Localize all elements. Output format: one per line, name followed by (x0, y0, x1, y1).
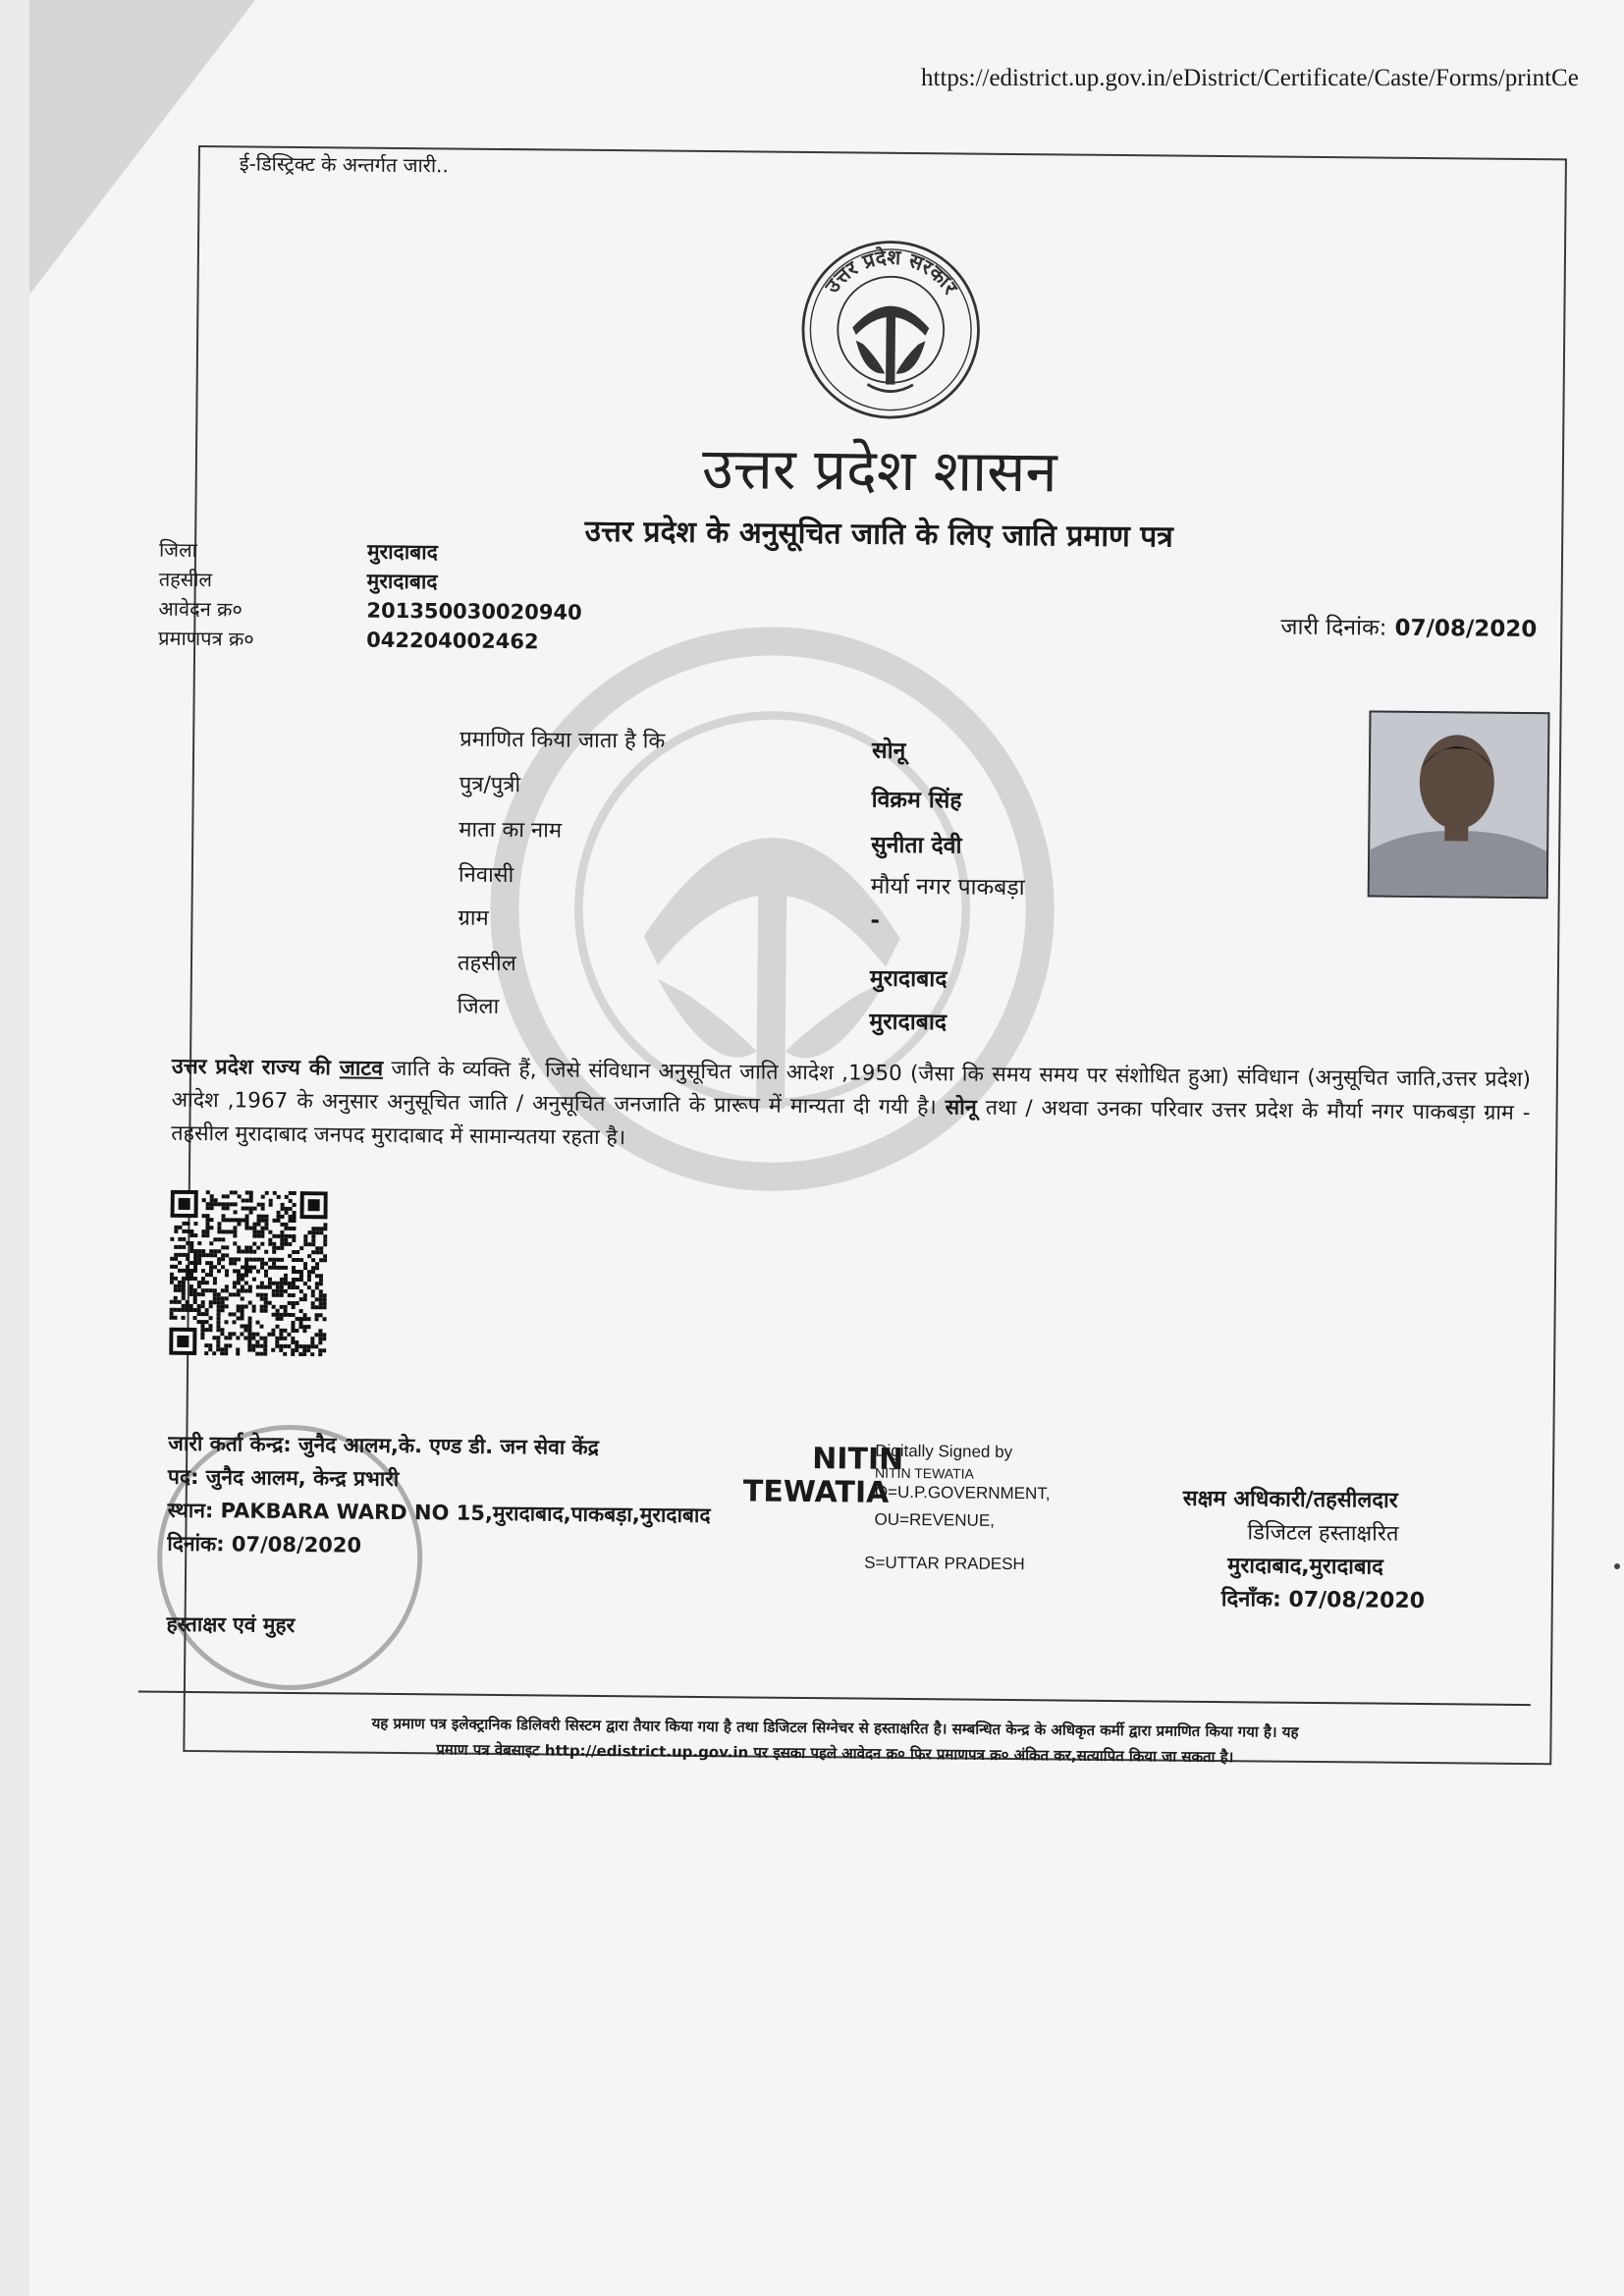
body-part-2: जाति के व्यक्ति हैं, जिसे संविधान अनुसूचित जाति आदेश ,1950 (जैसा कि समय समय पर संशोधित हुआ) संविधान (अनुसूचित जाति,उत्तर प्रदेश) आदेश ,1967 के अनुसार अनुसूचित जाति / अनुसूचित जनजाति के प्रारूप में मान्यता दी गयी है। (171, 1056, 1532, 1121)
village-label: ग्राम (458, 905, 489, 931)
person-photo-icon (1370, 712, 1548, 897)
sig-line-2: NITIN TEWATIA (874, 1464, 974, 1482)
sig-line-1: Digitally Signed by (875, 1441, 1013, 1462)
signer-name-first: NITIN (812, 1442, 904, 1477)
issuer-date: दिनांक: 07/08/2020 (167, 1531, 362, 1558)
issue-date (1280, 610, 1537, 644)
certificate-frame (158, 145, 1567, 1767)
application-no-value: 201350030020940 (366, 598, 582, 625)
person-tehsil-value: मुरादाबाद (869, 965, 947, 993)
government-title: उत्तर प्रदेश शासन (701, 434, 1057, 506)
resident-label: निवासी (458, 862, 514, 889)
parent-label: पुत्र/पुत्री (459, 772, 521, 798)
qr-code-icon (169, 1190, 328, 1357)
svg-text:उत्तर प्रदेश सरकार: उत्तर प्रदेश सरकार (820, 245, 963, 299)
issue-date-value: 07/08/2020 (1394, 615, 1538, 643)
district-label: जिला (158, 537, 197, 563)
footer-note (137, 1708, 1532, 1773)
resident-value: मौर्या नगर पाकबड़ा (870, 873, 1025, 902)
person-district-value: मुरादाबाद (869, 1009, 947, 1036)
footer-line-1: यह प्रमाण पत्र इलेक्ट्रानिक डिलिवरी सिस्टम द्वारा तैयार किया गया है तथा डिजिटल सिग्नेचर से हस्ताक्षरित है। सम्बन्धित केन्द्र के अधिकृत कर्मी द्वारा प्रमाणित किया गया है। यह (371, 1714, 1299, 1741)
issuer-post: पद: जुनैद आलम, केन्द्र प्रभारी (167, 1464, 400, 1492)
scanned-page (29, 0, 1624, 2296)
certificate-title: उत्तर प्रदेश के अनुसूचित जाति के लिए जाति प्रमाण पत्र (584, 514, 1174, 555)
body-person-name: सोनू (945, 1095, 977, 1121)
issue-date-label: जारी दिनांक: (1280, 614, 1387, 641)
parent-name: विक्रम सिंह (871, 787, 962, 814)
issuer-seal-label: हस्ताक्षर एवं मुहर (166, 1612, 296, 1638)
mother-name: सुनीता देवी (871, 832, 962, 859)
authority-title: सक्षम अधिकारी/तहसीलदार (1182, 1486, 1398, 1513)
person-tehsil-label: तहसील (457, 951, 516, 977)
print-url: https://edistrict.up.gov.in/eDistrict/Certificate/Caste/Forms/printCe (921, 65, 1579, 91)
scan-speck (1614, 1563, 1620, 1569)
village-value: - (870, 907, 881, 934)
issuer-center: जारी कर्ता केन्द्र: जुनैद आलम,के. एण्ड डी. जन सेवा केंद्र (168, 1431, 599, 1459)
application-no-label: आवेदन क्र० (158, 596, 243, 622)
person-district-label: जिला (457, 994, 500, 1019)
caste-name: जाटव (339, 1056, 384, 1081)
sig-line-4: OU=REVENUE, (874, 1509, 996, 1530)
applicant-photo (1368, 710, 1550, 899)
issued-under-text: ई-डिस्ट्रिक्ट के अन्तर्गत जारी.. (239, 151, 449, 178)
certified-label: प्रमाणित किया जाता है कि (460, 727, 666, 754)
up-government-emblem-icon (798, 238, 983, 422)
mother-label: माता का नाम (459, 817, 563, 844)
authority-location: मुरादाबाद,मुरादाबाद (1227, 1554, 1383, 1580)
footer-divider (138, 1690, 1531, 1706)
tehsil-label: तहसील (158, 567, 213, 592)
signer-name-last: TEWATIA (742, 1474, 890, 1510)
person-name: सोनू (871, 738, 906, 764)
body-part-3: तथा / अथवा उनका परिवार उत्तर प्रदेश के मौर्या नगर पाकबड़ा ग्राम - तहसील मुरादाबाद जनपद मुरादाबाद में सामान्यतया रहता है। (171, 1095, 1531, 1151)
certificate-body (171, 1051, 1531, 1164)
footer-line-2: प्रमाण पत्र वेबसाइट http://edistrict.up.gov.in पर इसका पहले आवेदन क्र० फिर प्रमाणपत्र क्र० अंकित कर,सत्यापित किया जा सकता है। (436, 1740, 1234, 1767)
certificate-no-value: 042204002462 (366, 628, 539, 654)
tehsil-value: मुरादाबाद (366, 569, 438, 594)
district-value: मुरादाबाद (366, 539, 438, 565)
sig-line-3: O=U.P.GOVERNMENT, (874, 1482, 1051, 1503)
issuer-place: स्थान: PAKBARA WARD NO 15,मुरादाबाद,पाकबड़ा,मुरादाबाद (167, 1498, 711, 1528)
authority-signed: डिजिटल हस्ताक्षरित (1247, 1520, 1399, 1547)
sig-line-5: S=UTTAR PRADESH (864, 1553, 1025, 1574)
certificate-no-label: प्रमाणपत्र क्र० (158, 626, 254, 651)
authority-date: दिनाँक: 07/08/2020 (1220, 1587, 1426, 1614)
body-part-1: उत्तर प्रदेश राज्य की (171, 1054, 340, 1081)
